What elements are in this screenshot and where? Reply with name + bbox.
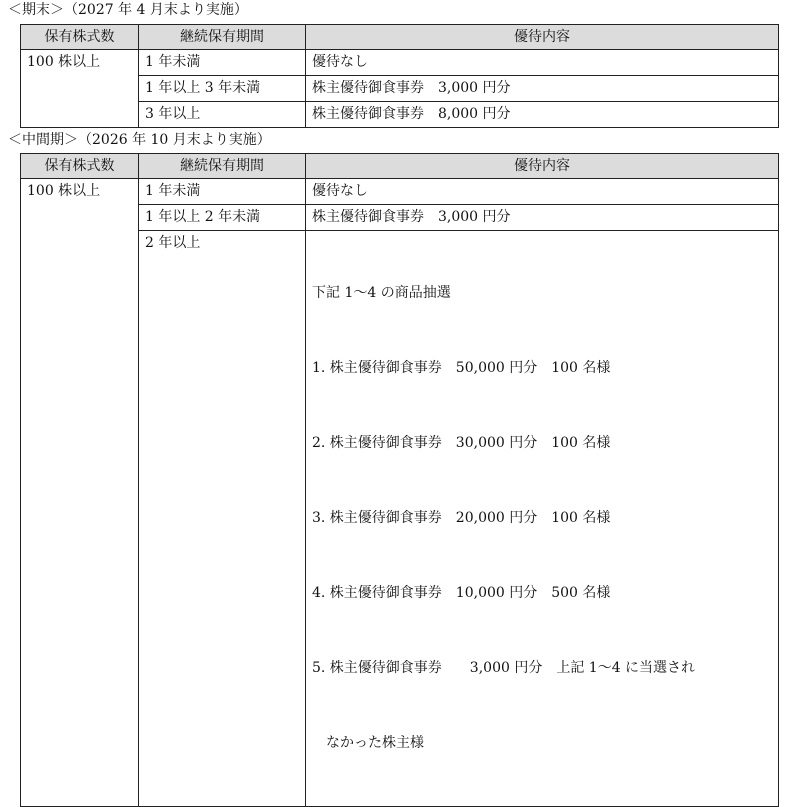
benefit-table-year-end — [20, 24, 779, 128]
shares-cell: 100 株以上 — [21, 50, 139, 128]
content-cell: 株主優待御食事券 3,000 円分 — [306, 76, 779, 102]
shares-cell: 100 株以上 — [21, 179, 139, 807]
lottery-line: なかった株主様 — [312, 735, 424, 751]
content-cell: 株主優待御食事券 3,000 円分 — [306, 205, 779, 231]
section-caption-year-end: ＜期末＞（2027 年 4 月末より実施） — [8, 2, 248, 18]
period-cell: 2 年以上 — [139, 231, 306, 807]
table-row — [21, 50, 779, 76]
section-caption-interim: ＜中間期＞（2026 年 10 月末より実施） — [8, 132, 271, 148]
lottery-line: 4. 株主優待御食事券 10,000 円分 500 名様 — [312, 585, 611, 601]
table-row — [21, 179, 779, 205]
content-cell: 株主優待御食事券 8,000 円分 — [306, 102, 779, 128]
period-cell: 1 年未満 — [139, 179, 306, 205]
header-shares: 保有株式数 — [21, 154, 139, 179]
header-period: 継続保有期間 — [139, 25, 306, 50]
period-cell: 1 年以上 2 年未満 — [139, 205, 306, 231]
period-cell: 3 年以上 — [139, 102, 306, 128]
period-cell: 1 年以上 3 年未満 — [139, 76, 306, 102]
content-cell: 優待なし — [306, 179, 779, 205]
header-content: 優待内容 — [306, 154, 779, 179]
lottery-line: 2. 株主優待御食事券 30,000 円分 100 名様 — [312, 435, 611, 451]
lottery-line: 下記 1～4 の商品抽選 — [312, 285, 451, 301]
lottery-line: 5. 株主優待御食事券 3,000 円分 上記 1～4 に当選され — [312, 660, 696, 676]
period-cell: 1 年未満 — [139, 50, 306, 76]
header-period: 継続保有期間 — [139, 154, 306, 179]
header-shares: 保有株式数 — [21, 25, 139, 50]
content-cell: 優待なし — [306, 50, 779, 76]
lottery-line: 3. 株主優待御食事券 20,000 円分 100 名様 — [312, 510, 611, 526]
table-header-row — [21, 25, 779, 50]
table-header-row — [21, 154, 779, 179]
lottery-line: 1. 株主優待御食事券 50,000 円分 100 名様 — [312, 360, 611, 376]
header-content: 優待内容 — [306, 25, 779, 50]
benefit-table-interim — [20, 153, 779, 807]
lottery-content-cell — [306, 231, 779, 807]
